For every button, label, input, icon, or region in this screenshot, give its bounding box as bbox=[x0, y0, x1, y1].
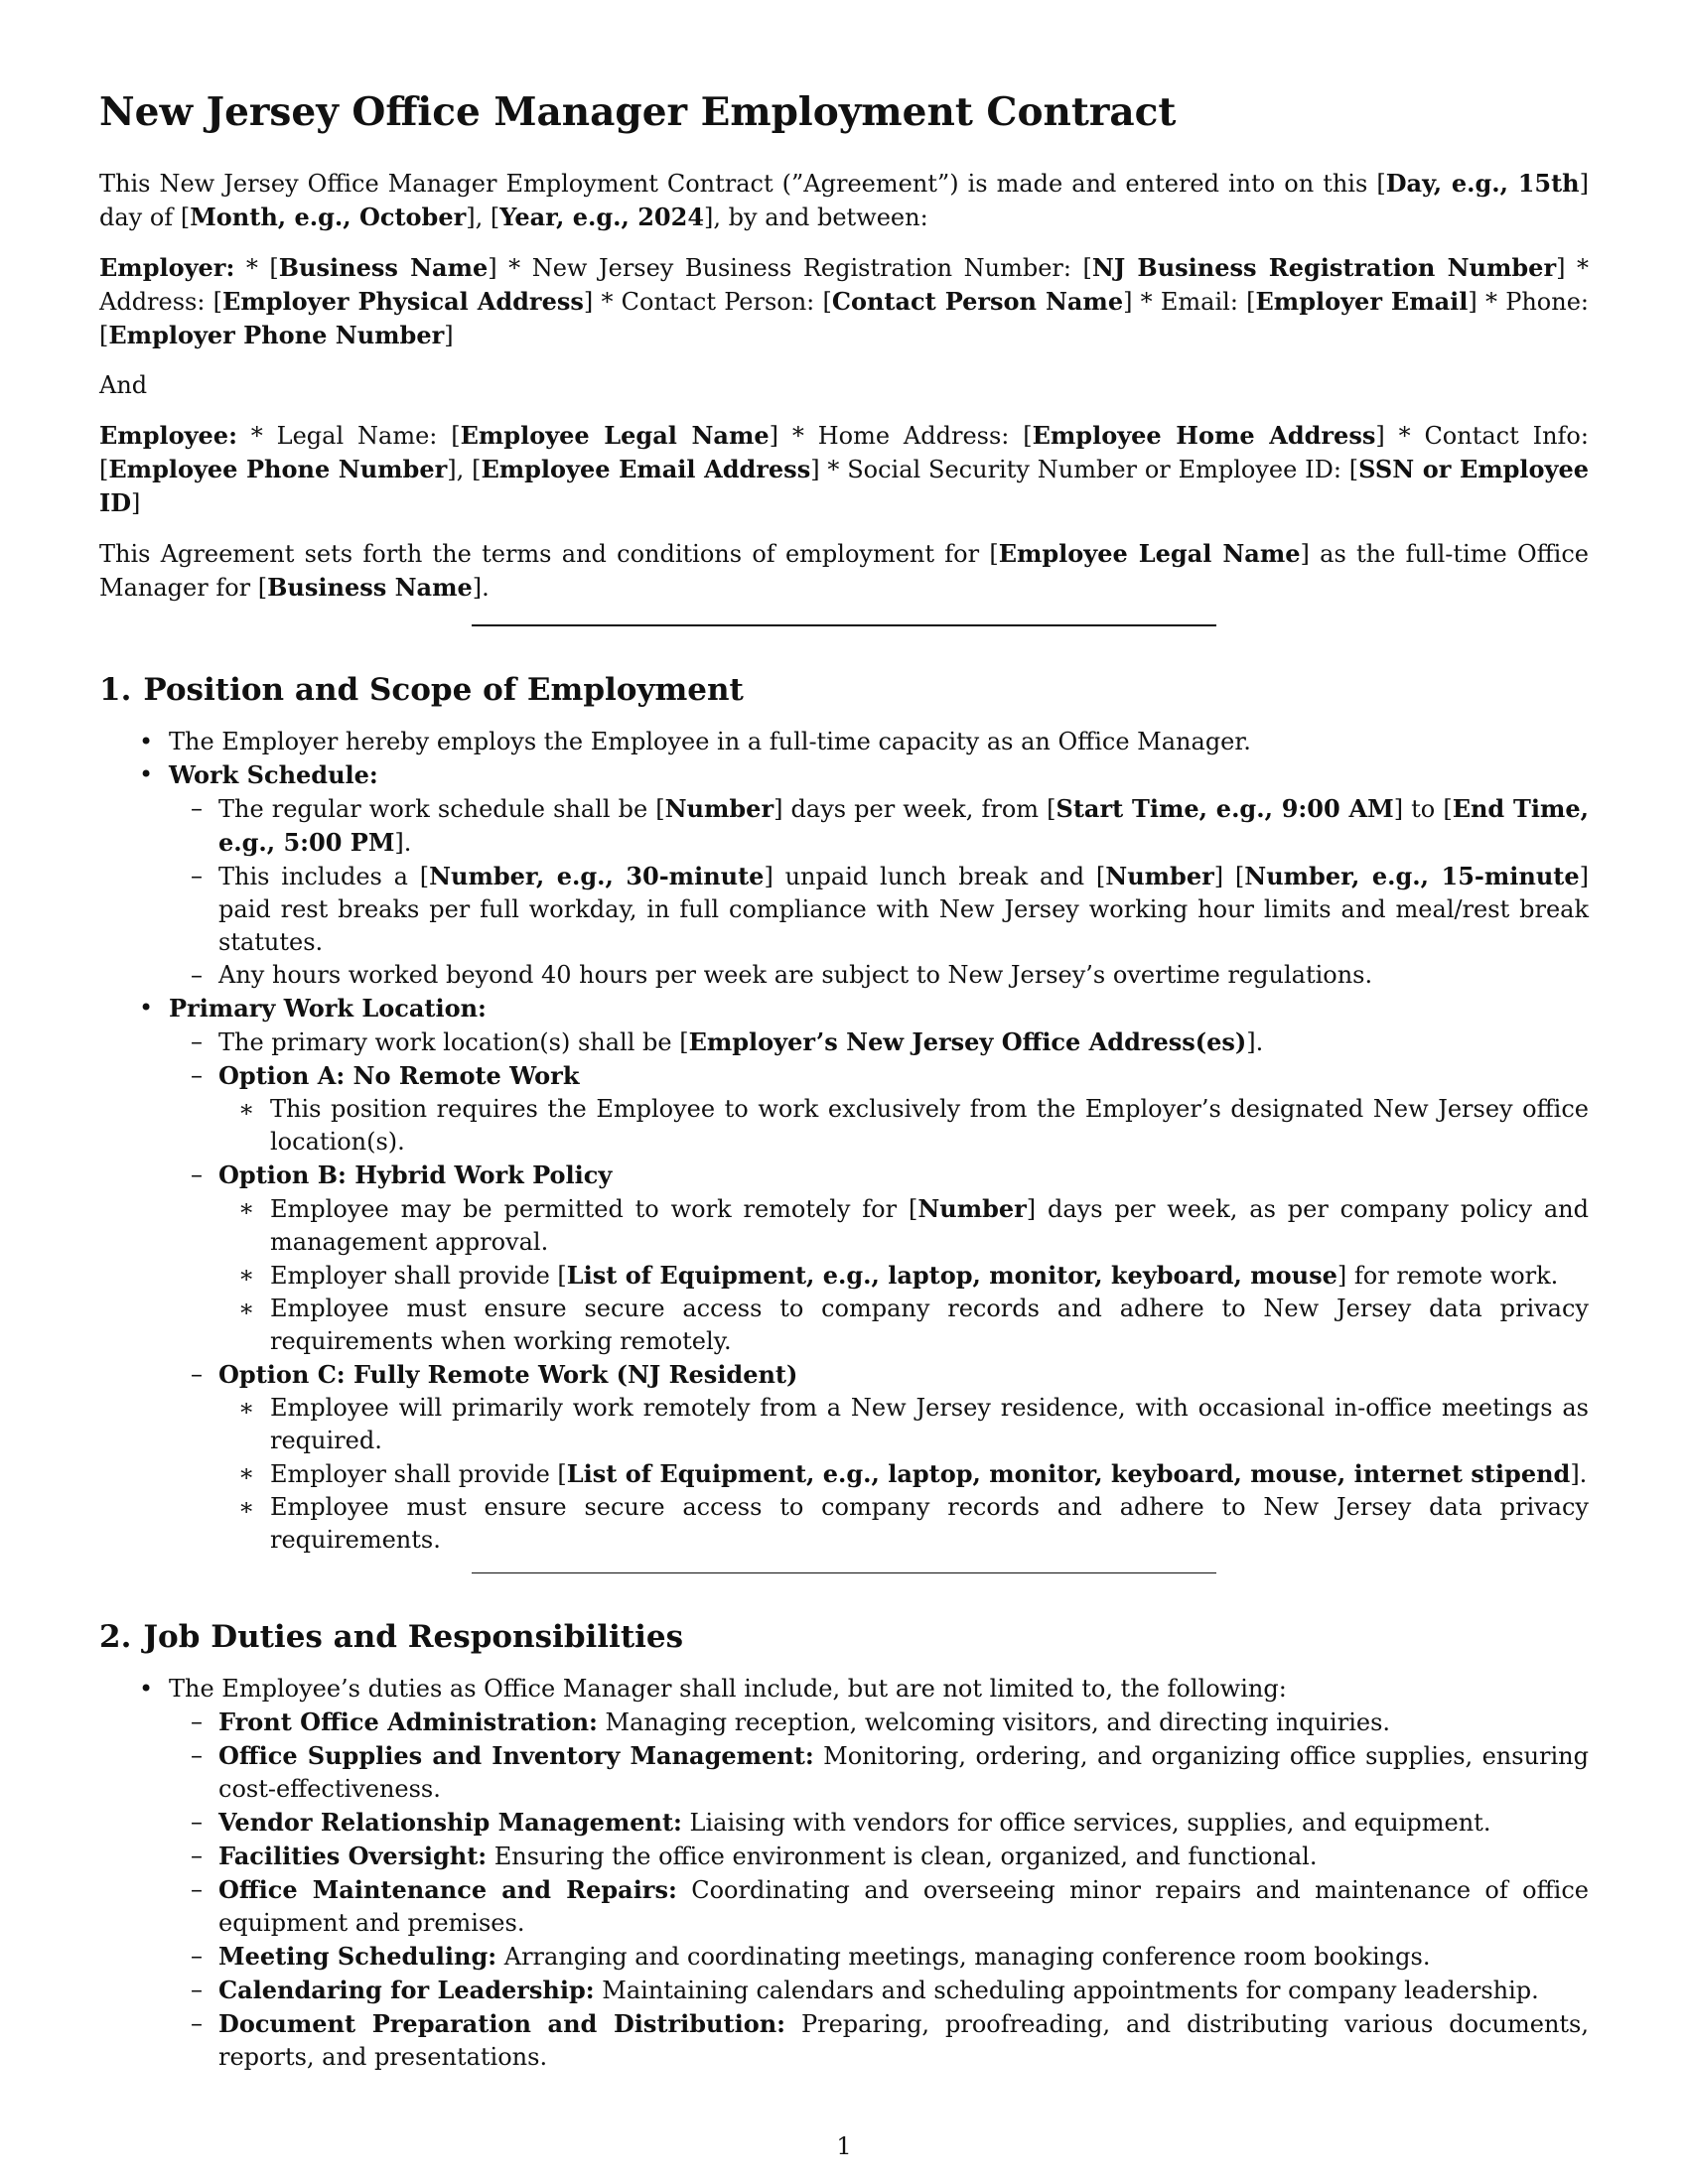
duty-text: Monitoring, ordering, and organizing office supplies, ensuring cost-effectiveness. bbox=[218, 1742, 1589, 1803]
item-text: ] unpaid lunch break and [ bbox=[764, 863, 1106, 890]
business-name-placeholder: Business Name bbox=[278, 253, 489, 282]
contact-person-placeholder: Contact Person Name bbox=[831, 287, 1124, 316]
list-item bbox=[159, 1025, 1589, 1059]
item-text: Employee may be permitted to work remotely for [ bbox=[270, 1195, 918, 1223]
list-item bbox=[99, 758, 1589, 992]
item-text: ]. bbox=[394, 829, 412, 857]
employee-email-placeholder: Employee Email Address bbox=[481, 455, 811, 483]
number-placeholder: Number bbox=[917, 1194, 1027, 1223]
duty-text: Managing reception, welcoming visitors, and directing inquiries. bbox=[597, 1708, 1391, 1736]
lunch-placeholder: Number, e.g., 30-minute bbox=[429, 862, 765, 890]
option-b-list bbox=[218, 1192, 1589, 1358]
list-item bbox=[99, 992, 1589, 1557]
agreement-paragraph bbox=[99, 537, 1589, 605]
item-text: The primary work location(s) shall be [ bbox=[218, 1028, 689, 1056]
document-title: New Jersey Office Manager Employment Contract bbox=[99, 89, 1177, 135]
duty-item bbox=[159, 1840, 1589, 1873]
item-text: The regular work schedule shall be [ bbox=[218, 795, 665, 823]
item-text: ]. bbox=[1570, 1460, 1588, 1488]
intro-text: , bbox=[475, 204, 491, 231]
employer-text: ] * Email: [ bbox=[1123, 288, 1256, 316]
section-number: 2. bbox=[99, 1619, 132, 1655]
number-placeholder: Number bbox=[664, 794, 774, 823]
item-text: ] days per week, as per company policy and management approval. bbox=[270, 1195, 1589, 1256]
duty-label: Calendaring for Leadership: bbox=[218, 1976, 595, 2004]
item-text: Employer shall provide [ bbox=[270, 1262, 567, 1290]
item-text: ] [ bbox=[1213, 863, 1245, 890]
employee-text: ] * Social Security Number or Employee ID: [ bbox=[810, 456, 1359, 483]
option-a-label: Option A: No Remote Work bbox=[218, 1061, 580, 1090]
option-c-list bbox=[218, 1392, 1589, 1557]
employer-block bbox=[99, 251, 1589, 352]
agreement-text: ]. bbox=[472, 574, 490, 602]
year-placeholder: Year, e.g., 2024 bbox=[499, 203, 705, 231]
work-location-label: Primary Work Location: bbox=[169, 994, 487, 1023]
day-placeholder: Day, e.g., 15th bbox=[1385, 169, 1580, 198]
duty-item bbox=[159, 1806, 1589, 1840]
employer-email-placeholder: Employer Email bbox=[1255, 287, 1469, 316]
section-2-list bbox=[99, 1673, 1589, 2074]
intro-text: day of bbox=[99, 204, 181, 231]
list-item: ∗ Employee must ensure secure access to company records and adhere to New Jersey data privacy requirements when working remotely. bbox=[218, 1293, 1589, 1358]
employer-address-placeholder: Employer Physical Address bbox=[222, 287, 584, 316]
duty-label: Office Supplies and Inventory Management: bbox=[218, 1741, 814, 1770]
section-number: 1. bbox=[99, 672, 132, 708]
duty-text: Preparing, proofreading, and distributing various documents, reports, and presentations. bbox=[218, 2010, 1589, 2071]
duty-item bbox=[159, 2007, 1589, 2074]
duty-item bbox=[159, 1706, 1589, 1739]
list-item bbox=[218, 1192, 1589, 1259]
employee-name-placeholder: Employee Legal Name bbox=[460, 421, 770, 450]
duty-label: Meeting Scheduling: bbox=[218, 1942, 497, 1971]
duty-item bbox=[159, 1940, 1589, 1974]
employer-label: Employer: bbox=[99, 253, 235, 282]
list-item: ∗ This position requires the Employee to work exclusively from the Employer’s designated New Jersey office location(s). bbox=[218, 1093, 1589, 1159]
duty-label: Facilities Oversight: bbox=[218, 1842, 488, 1870]
month-placeholder: Month, e.g., October bbox=[190, 203, 467, 231]
number-placeholder: Number bbox=[1105, 862, 1214, 890]
employer-text: ] * New Jersey Business Registration Number: [ bbox=[488, 254, 1092, 282]
employee-text: ] * Home Address: [ bbox=[769, 422, 1033, 450]
duty-text: Liaising with vendors for office services, supplies, and equipment. bbox=[681, 1809, 1491, 1837]
intro-text: This New Jersey Office Manager Employment Contract (”Agreement”) is made and entered into on this bbox=[99, 170, 1377, 198]
employee-block bbox=[99, 419, 1589, 520]
employer-text: ] bbox=[444, 322, 454, 349]
item-text: ]. bbox=[1246, 1028, 1264, 1056]
duties-intro: The Employee’s duties as Office Manager shall include, but are not limited to, the following: bbox=[169, 1675, 1287, 1703]
item-text: This includes a [ bbox=[218, 863, 430, 890]
ssn-placeholder: SSN or Employee ID bbox=[99, 455, 1590, 517]
duties-list bbox=[159, 1706, 1589, 2074]
item-text: ] paid rest breaks per full workday, in full compliance with New Jersey working hour limits and meal/rest break statutes. bbox=[218, 863, 1589, 956]
item-text: ] to [ bbox=[1393, 795, 1453, 823]
section-title: Job Duties and Responsibilities bbox=[143, 1619, 684, 1655]
duty-text: Ensuring the office environment is clean, organized, and functional. bbox=[487, 1843, 1318, 1870]
employer-text: ] * Contact Person: [ bbox=[583, 288, 832, 316]
duty-text: Maintaining calendars and scheduling appointments for company leadership. bbox=[594, 1977, 1539, 2004]
work-location-list bbox=[159, 1025, 1589, 1557]
duty-item bbox=[159, 1739, 1589, 1806]
list-item bbox=[159, 792, 1589, 860]
intro-paragraph: This New Jersey Office Manager Employment Contract (”Agreement”) is made and entered into on this [Day, e.g., 15th] day of [Month, e.g., October], [Year, e.g., 2024], by and between: bbox=[99, 169, 1590, 231]
list-item bbox=[218, 1259, 1589, 1293]
duty-label: Office Maintenance and Repairs: bbox=[218, 1875, 677, 1904]
employee-text: ], [ bbox=[447, 456, 482, 483]
work-schedule-list bbox=[159, 792, 1589, 992]
duty-label: Front Office Administration: bbox=[218, 1707, 598, 1736]
item-text: ] days per week, from [ bbox=[774, 795, 1056, 823]
rest-break-placeholder: Number, e.g., 15-minute bbox=[1244, 862, 1580, 890]
page-number: 1 bbox=[836, 2132, 852, 2160]
employee-name-placeholder: Employee Legal Name bbox=[998, 539, 1301, 568]
section-divider bbox=[472, 624, 1216, 626]
list-item bbox=[159, 1159, 1589, 1358]
section-2-heading bbox=[99, 1617, 1589, 1657]
employee-home-placeholder: Employee Home Address bbox=[1032, 421, 1376, 450]
list-item: ∗ Employee must ensure secure access to company records and adhere to New Jersey data privacy requirements. bbox=[218, 1491, 1589, 1557]
duty-text: Arranging and coordinating meetings, managing conference room bookings. bbox=[496, 1943, 1431, 1971]
office-address-placeholder: Employer’s New Jersey Office Address(es) bbox=[688, 1027, 1247, 1056]
business-name-placeholder: Business Name bbox=[267, 573, 473, 602]
option-a-list bbox=[218, 1093, 1589, 1159]
list-item bbox=[218, 1457, 1589, 1491]
employer-phone-placeholder: Employer Phone Number bbox=[108, 321, 445, 349]
option-b-label: Option B: Hybrid Work Policy bbox=[218, 1160, 613, 1189]
list-item bbox=[159, 860, 1589, 959]
registration-placeholder: NJ Business Registration Number bbox=[1091, 253, 1557, 282]
option-c-label: Option C: Fully Remote Work (NJ Resident) bbox=[218, 1360, 798, 1389]
duty-item bbox=[159, 1873, 1589, 1940]
duty-label: Document Preparation and Distribution: bbox=[218, 2009, 786, 2038]
section-1-list bbox=[99, 726, 1589, 1557]
equipment-placeholder: List of Equipment, e.g., laptop, monitor, keyboard, mouse, internet stipend bbox=[566, 1459, 1571, 1488]
employer-text: ] * Phone: [ bbox=[99, 288, 1589, 349]
section-divider bbox=[472, 1572, 1216, 1573]
duty-item bbox=[159, 1974, 1589, 2007]
agreement-text: ] as the full-time Office Manager for [ bbox=[99, 540, 1589, 602]
list-item: • The Employer hereby employs the Employee in a full-time capacity as an Office Manager. bbox=[99, 726, 1589, 758]
employee-text: ] * Contact Info: [ bbox=[99, 422, 1589, 483]
employee-text: ] bbox=[131, 489, 141, 517]
work-schedule-label: Work Schedule: bbox=[169, 760, 378, 789]
list-item: ∗ Employee will primarily work remotely from a New Jersey residence, with occasional in-office meetings as required. bbox=[218, 1392, 1589, 1457]
list-item bbox=[99, 1673, 1589, 2074]
list-item bbox=[159, 1358, 1589, 1557]
end-time-placeholder: End Time, e.g., 5:00 PM bbox=[218, 794, 1590, 857]
section-1-heading bbox=[99, 670, 1589, 710]
duty-label: Vendor Relationship Management: bbox=[218, 1808, 682, 1837]
intro-text: , by and between: bbox=[713, 204, 928, 231]
list-item: – Any hours worked beyond 40 hours per week are subject to New Jersey’s overtime regulations. bbox=[159, 959, 1589, 992]
employer-text: * [ bbox=[234, 254, 279, 282]
employee-label: Employee: bbox=[99, 421, 237, 450]
employee-text: * Legal Name: [ bbox=[236, 422, 461, 450]
section-title: Position and Scope of Employment bbox=[143, 672, 744, 708]
equipment-placeholder: List of Equipment, e.g., laptop, monitor, keyboard, mouse bbox=[566, 1261, 1337, 1290]
duty-text: Coordinating and overseeing minor repairs and maintenance of office equipment and premises. bbox=[218, 1876, 1589, 1937]
list-item bbox=[159, 1059, 1589, 1159]
employer-text: ] * Address: [ bbox=[99, 254, 1590, 316]
employee-phone-placeholder: Employee Phone Number bbox=[108, 455, 448, 483]
and-text: And bbox=[99, 371, 148, 399]
agreement-text: This Agreement sets forth the terms and conditions of employment for [ bbox=[99, 540, 999, 568]
start-time-placeholder: Start Time, e.g., 9:00 AM bbox=[1055, 794, 1394, 823]
item-text: ] for remote work. bbox=[1336, 1262, 1559, 1290]
item-text: Employer shall provide [ bbox=[270, 1460, 567, 1488]
